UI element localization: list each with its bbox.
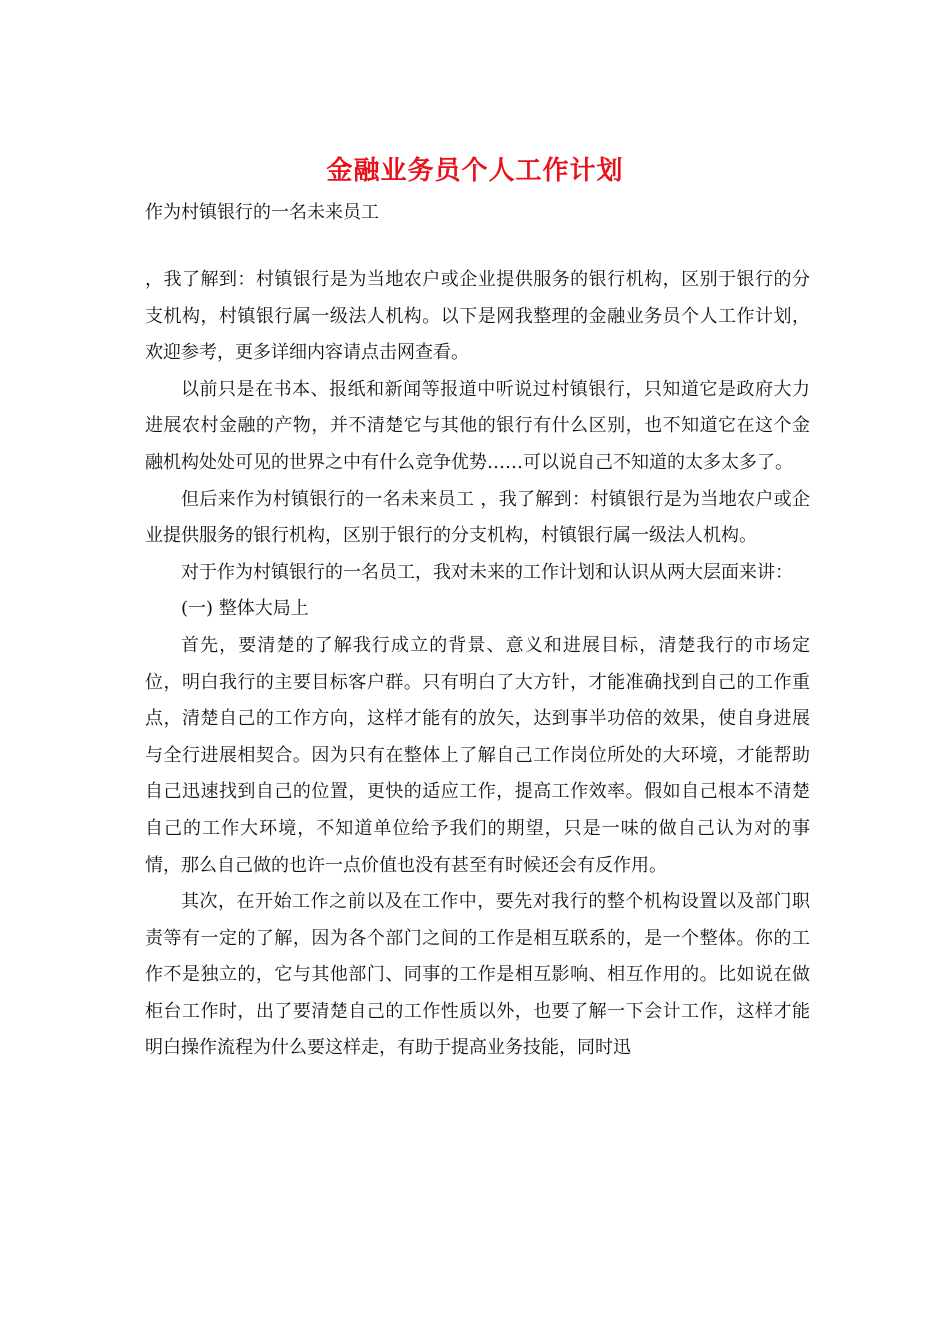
document-title: 金融业务员个人工作计划 [326,156,624,186]
document-body [145,262,810,1067]
paragraph: 对于作为村镇银行的一名员工，我对未来的工作计划和认识从两大层面来讲： [181,561,793,583]
document-subtitle: 作为村镇银行的一名未来员工 [145,202,379,223]
paragraph: 以前只是在书本、报纸和新闻等报道中听说过村镇银行，只知道它是政府大力进展农村金融的产物，并不清楚它与其他的银行有什么区别，也不知道它在这个金融机构处处可见的世界之中有什么竞争优势……可以说自己不知道的太多太多了。 [145,378,810,473]
section-heading: (一) 整体大局上 [181,598,309,620]
paragraph: ，我了解到：村镇银行是为当地农户或企业提供服务的银行机构，区别于银行的分支机构，村镇银行属一级法人机构。以下是网我整理的金融业务员个人工作计划，欢迎参考，更多详细内容请点击网查看。 [145,269,810,364]
paragraph: 其次，在开始工作之前以及在工作中，要先对我行的整个机构设置以及部门职责等有一定的了解，因为各个部门之间的工作是相互联系的，是一个整体。你的工作不是独立的，它与其他部门、同事的工作是相互影响、相互作用的。比如说在做柜台工作时，出了要清楚自己的工作性质以外，也要了解一下会计工作，这样才能明白操作流程为什么要这样走，有助于提高业务技能，同时迅 [145,891,810,1059]
paragraph: 首先，要清楚的了解我行成立的背景、意义和进展目标，清楚我行的市场定位，明白我行的主要目标客户群。只有明白了大方针，才能准确找到自己的工作重点，清楚自己的工作方向，这样才能有的放矢，达到事半功倍的效果，使自身进展与全行进展相契合。因为只有在整体上了解自己工作岗位所处的大环境，才能帮助自己迅速找到自己的位置，更快的适应工作，提高工作效率。假如自己根本不清楚自己的工作大环境，不知道单位给予我们的期望，只是一味的做自己认为对的事情，那么自己做的也许一点价值也没有甚至有时候还会有反作用。 [145,634,810,876]
paragraph: 但后来作为村镇银行的一名未来员工 ，我了解到：村镇银行是为当地农户或企业提供服务的银行机构，区别于银行的分支机构，村镇银行属一级法人机构。 [145,488,810,547]
